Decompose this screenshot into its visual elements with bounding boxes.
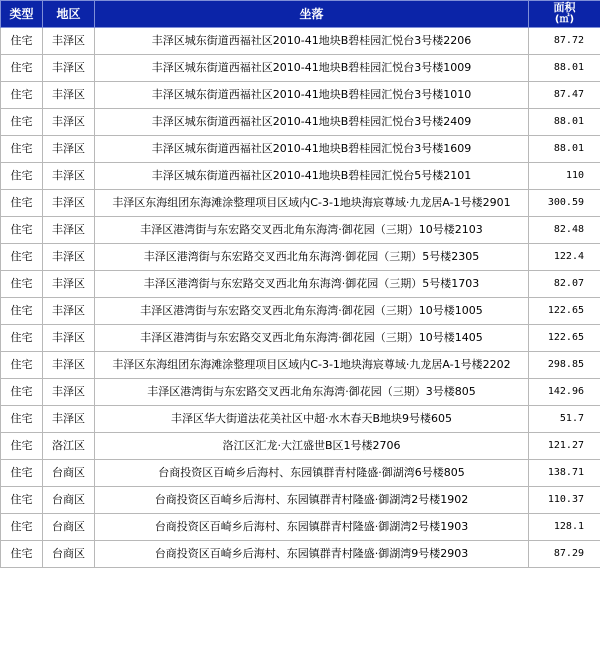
cell-type: 住宅: [1, 28, 43, 55]
table-row: [1, 298, 600, 325]
header-area-label: 面积: [553, 1, 576, 14]
cell-district: 丰泽区: [43, 28, 95, 55]
cell-district: 丰泽区: [43, 55, 95, 82]
cell-district: 丰泽区: [43, 136, 95, 163]
table-row: [1, 190, 600, 217]
cell-location: 台商投资区百崎乡后海村、东园镇群青村隆盛·御湖湾9号楼2903: [95, 541, 529, 568]
cell-type: 住宅: [1, 82, 43, 109]
cell-location: 丰泽区城东街道西福社区2010-41地块B碧桂园汇悦台3号楼1609: [95, 136, 529, 163]
cell-area: 142.96: [529, 379, 600, 406]
table-row: [1, 433, 600, 460]
table-row: [1, 406, 600, 433]
header-type: 类型: [1, 1, 43, 28]
cell-type: 住宅: [1, 460, 43, 487]
cell-location: 丰泽区城东街道西福社区2010-41地块B碧桂园汇悦台3号楼1010: [95, 82, 529, 109]
cell-district: 丰泽区: [43, 271, 95, 298]
cell-area: 298.85: [529, 352, 600, 379]
table-row: [1, 217, 600, 244]
cell-type: 住宅: [1, 217, 43, 244]
cell-type: 住宅: [1, 109, 43, 136]
cell-type: 住宅: [1, 514, 43, 541]
table-row: [1, 541, 600, 568]
cell-district: 丰泽区: [43, 406, 95, 433]
cell-location: 丰泽区城东街道西福社区2010-41地块B碧桂园汇悦台5号楼2101: [95, 163, 529, 190]
cell-area: 122.65: [529, 298, 600, 325]
cell-location: 丰泽区华大街道法花美社区中超·水木春天B地块9号楼605: [95, 406, 529, 433]
cell-location: 台商投资区百崎乡后海村、东园镇群青村隆盛·御湖湾6号楼805: [95, 460, 529, 487]
cell-location: 丰泽区城东街道西福社区2010-41地块B碧桂园汇悦台3号楼1009: [95, 55, 529, 82]
table-row: [1, 163, 600, 190]
cell-type: 住宅: [1, 433, 43, 460]
cell-location: 丰泽区东海组团东海滩涂整理项目区域内C-3-1地块海宸尊域·九龙居A-1号楼2901: [95, 190, 529, 217]
cell-type: 住宅: [1, 406, 43, 433]
cell-area: 87.47: [529, 82, 600, 109]
cell-area: 110.37: [529, 487, 600, 514]
cell-type: 住宅: [1, 136, 43, 163]
cell-area: 300.59: [529, 190, 600, 217]
cell-type: 住宅: [1, 487, 43, 514]
cell-district: 台商区: [43, 514, 95, 541]
table-row: [1, 487, 600, 514]
cell-location: 丰泽区港湾街与东宏路交叉西北角东海湾·御花园（三期）10号楼1005: [95, 298, 529, 325]
table-row: [1, 28, 600, 55]
cell-location: 丰泽区东海组团东海滩涂整理项目区域内C-3-1地块海宸尊域·九龙居A-1号楼2202: [95, 352, 529, 379]
cell-location: 丰泽区港湾街与东宏路交叉西北角东海湾·御花园（三期）10号楼2103: [95, 217, 529, 244]
cell-district: 丰泽区: [43, 163, 95, 190]
cell-location: 丰泽区城东街道西福社区2010-41地块B碧桂园汇悦台3号楼2409: [95, 109, 529, 136]
cell-area: 88.01: [529, 136, 600, 163]
cell-district: 丰泽区: [43, 244, 95, 271]
cell-area: 138.71: [529, 460, 600, 487]
cell-area: 82.07: [529, 271, 600, 298]
cell-district: 丰泽区: [43, 109, 95, 136]
table-row: [1, 55, 600, 82]
cell-type: 住宅: [1, 379, 43, 406]
cell-area: 51.7: [529, 406, 600, 433]
cell-location: 洛江区汇龙·大江盛世B区1号楼2706: [95, 433, 529, 460]
cell-district: 丰泽区: [43, 190, 95, 217]
cell-area: 110: [529, 163, 600, 190]
cell-district: 丰泽区: [43, 217, 95, 244]
header-location: 坐落: [95, 1, 529, 28]
header-district: 地区: [43, 1, 95, 28]
header-area: [529, 1, 600, 28]
cell-type: 住宅: [1, 352, 43, 379]
cell-district: 台商区: [43, 460, 95, 487]
cell-district: 洛江区: [43, 433, 95, 460]
table-row: [1, 352, 600, 379]
cell-location: 丰泽区城东街道西福社区2010-41地块B碧桂园汇悦台3号楼2206: [95, 28, 529, 55]
table-row: [1, 109, 600, 136]
cell-location: 台商投资区百崎乡后海村、东园镇群青村隆盛·御湖湾2号楼1903: [95, 514, 529, 541]
cell-area: 87.72: [529, 28, 600, 55]
cell-type: 住宅: [1, 163, 43, 190]
table-row: [1, 82, 600, 109]
cell-area: 122.4: [529, 244, 600, 271]
cell-area: 128.1: [529, 514, 600, 541]
cell-area: 87.29: [529, 541, 600, 568]
cell-area: 88.01: [529, 109, 600, 136]
table-row: [1, 460, 600, 487]
cell-type: 住宅: [1, 541, 43, 568]
cell-location: 台商投资区百崎乡后海村、东园镇群青村隆盛·御湖湾2号楼1902: [95, 487, 529, 514]
cell-district: 丰泽区: [43, 82, 95, 109]
table-header-row: [1, 1, 600, 28]
cell-district: 丰泽区: [43, 298, 95, 325]
table-row: [1, 325, 600, 352]
cell-type: 住宅: [1, 190, 43, 217]
table-row: [1, 514, 600, 541]
cell-area: 82.48: [529, 217, 600, 244]
cell-location: 丰泽区港湾街与东宏路交叉西北角东海湾·御花园（三期）3号楼805: [95, 379, 529, 406]
cell-district: 丰泽区: [43, 379, 95, 406]
cell-type: 住宅: [1, 325, 43, 352]
cell-district: 台商区: [43, 487, 95, 514]
cell-location: 丰泽区港湾街与东宏路交叉西北角东海湾·御花园（三期）10号楼1405: [95, 325, 529, 352]
cell-district: 丰泽区: [43, 352, 95, 379]
cell-type: 住宅: [1, 55, 43, 82]
cell-location: 丰泽区港湾街与东宏路交叉西北角东海湾·御花园（三期）5号楼2305: [95, 244, 529, 271]
cell-location: 丰泽区港湾街与东宏路交叉西北角东海湾·御花园（三期）5号楼1703: [95, 271, 529, 298]
table-row: [1, 379, 600, 406]
header-area-unit: (㎡): [554, 14, 575, 25]
cell-district: 台商区: [43, 541, 95, 568]
cell-area: 121.27: [529, 433, 600, 460]
table-row: [1, 271, 600, 298]
cell-district: 丰泽区: [43, 325, 95, 352]
cell-type: 住宅: [1, 271, 43, 298]
cell-type: 住宅: [1, 244, 43, 271]
table-row: [1, 136, 600, 163]
cell-area: 88.01: [529, 55, 600, 82]
cell-type: 住宅: [1, 298, 43, 325]
cell-area: 122.65: [529, 325, 600, 352]
table-row: [1, 244, 600, 271]
